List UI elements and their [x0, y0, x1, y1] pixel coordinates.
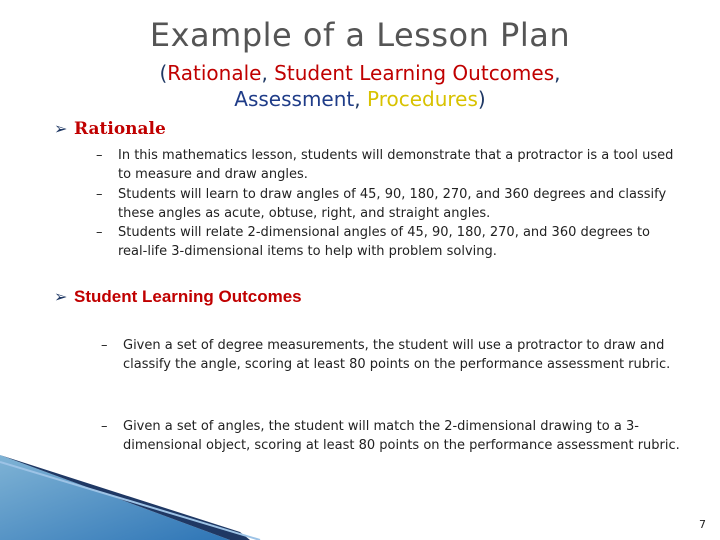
arrow-bullet-icon: ➢: [54, 119, 68, 138]
list-item: – Students will learn to draw angles of 45, 90, 180, 270, and 360 degrees and classify these angles as acute, obtuse, right, and straight angles.: [96, 187, 667, 221]
list-item: – Given a set of degree measurements, the student will use a protractor to draw and classify the angle, scoring at least 80 points on the performance assessment rubric.: [101, 338, 671, 372]
rationale-heading: ➢ Rationale: [54, 119, 166, 139]
page-title: Example of a Lesson Plan: [149, 16, 571, 54]
subtitle-procedures: Procedures: [366, 87, 478, 111]
subtitle: (Rationale, Student Learning Outcomes, Assessment, Procedures): [159, 61, 561, 111]
list-item: – In this mathematics lesson, students will demonstrate that a protractor is a tool used to measure and draw angles.: [96, 148, 674, 182]
subtitle-slo: Student Learning Outcomes: [274, 61, 555, 85]
subtitle-assessment: Assessment: [234, 87, 355, 111]
subtitle-rationale: Rationale: [167, 61, 262, 85]
list-item: – Students will relate 2-dimensional angles of 45, 90, 180, 270, and 360 degrees to real-life 3-dimensional items to help with problem solving.: [96, 225, 651, 259]
arrow-bullet-icon: ➢: [54, 289, 68, 306]
slo-heading: ➢ Student Learning Outcomes: [54, 287, 302, 306]
page-number: 7: [699, 518, 706, 531]
list-item: – Given a set of angles, the student will match the 2-dimensional drawing to a 3-dimensional object, scoring at least 80 points on the performance assessment rubric.: [101, 419, 680, 453]
